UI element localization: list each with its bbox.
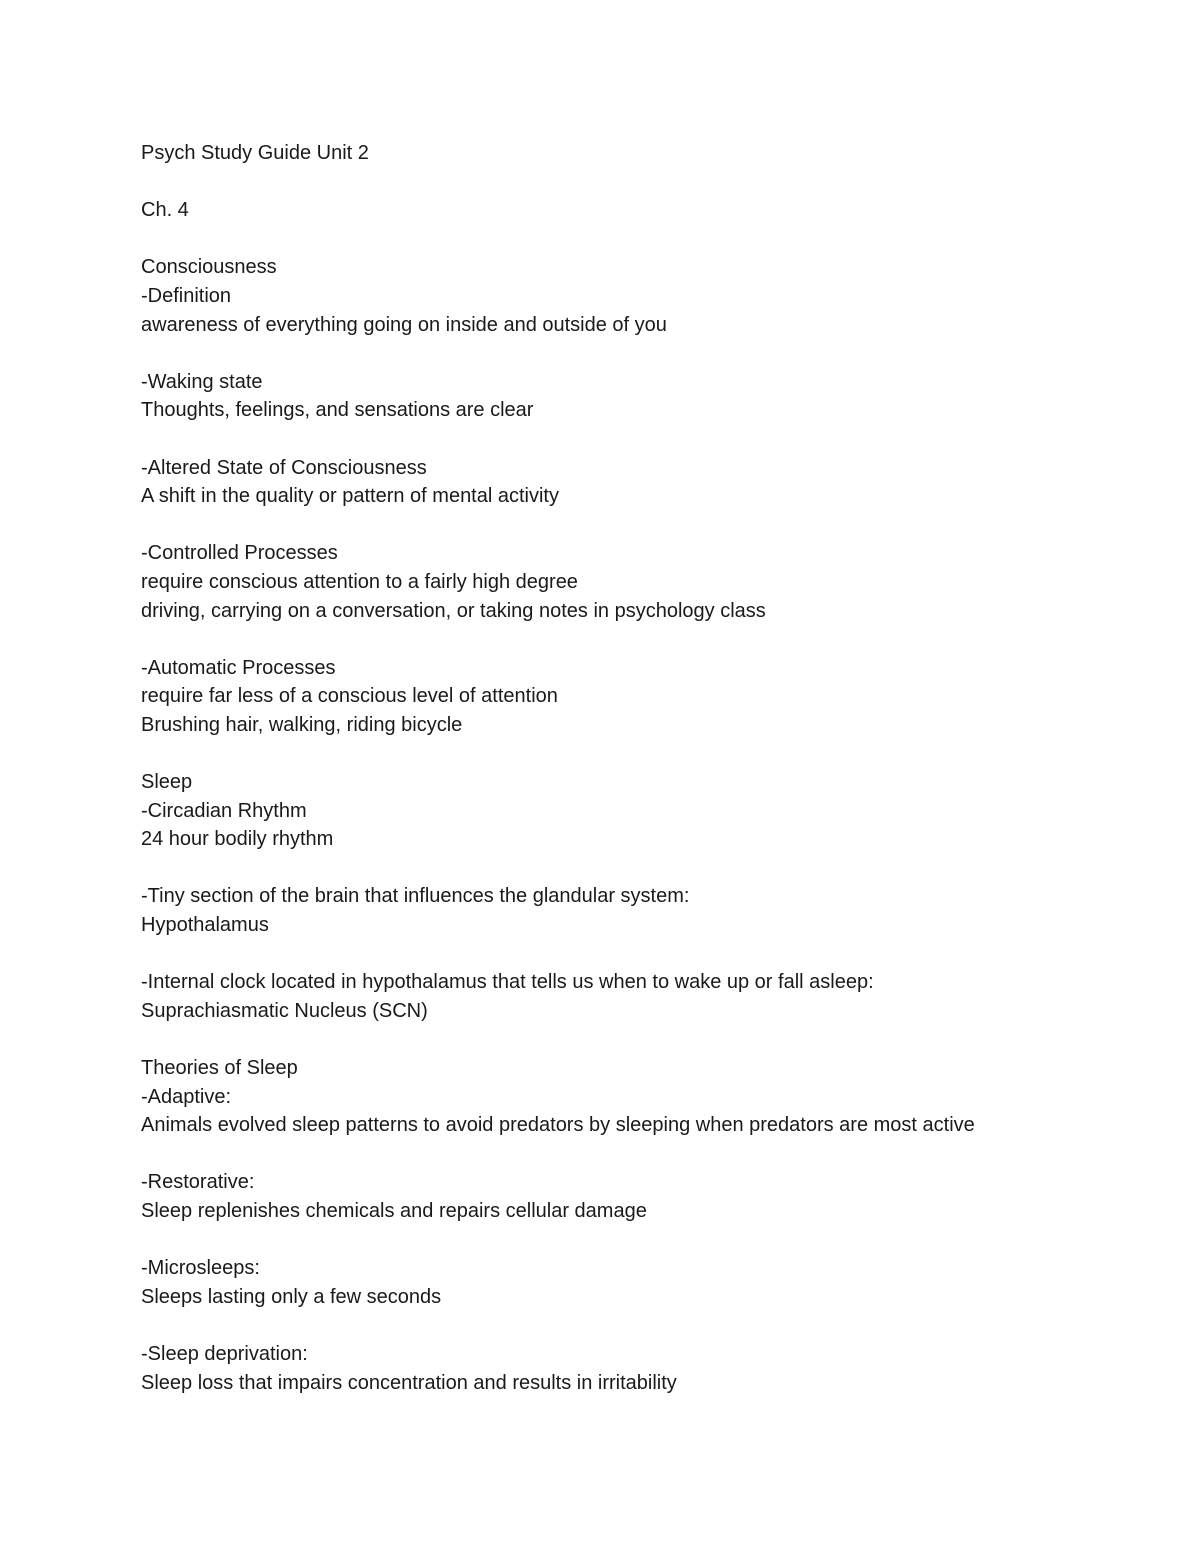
paragraph-gap <box>141 940 1151 969</box>
term-description: require far less of a conscious level of attention <box>141 685 558 708</box>
term-microsleeps: -Microsleeps: <box>141 1257 260 1280</box>
term-automatic-processes: -Automatic Processes <box>141 656 336 679</box>
term-description: require conscious attention to a fairly high degree <box>141 570 578 593</box>
paragraph-gap <box>141 225 1151 254</box>
term-adaptive: -Adaptive: <box>141 1085 232 1108</box>
term-restorative: -Restorative: <box>141 1171 255 1194</box>
section-heading-theories-of-sleep: Theories of Sleep <box>141 1057 298 1079</box>
term-answer: Hypothalamus <box>141 914 269 937</box>
term-description: Sleep loss that impairs concentration and results in irritability <box>141 1371 677 1394</box>
term-description: 24 hour bodily rhythm <box>141 828 334 851</box>
paragraph-gap <box>141 339 1151 368</box>
term-controlled-processes: -Controlled Processes <box>141 542 338 565</box>
paragraph-gap <box>141 168 1151 197</box>
chapter-heading: Ch. 4 <box>141 199 189 222</box>
paragraph-gap <box>141 1025 1151 1054</box>
paragraph-gap <box>141 425 1151 454</box>
paragraph-gap <box>141 1140 1151 1169</box>
term-circadian-rhythm: -Circadian Rhythm <box>141 799 307 822</box>
term-description: Sleep replenishes chemicals and repairs cellular damage <box>141 1199 647 1222</box>
paragraph-gap <box>141 1311 1151 1340</box>
paragraph-gap <box>141 625 1151 654</box>
term-description: Animals evolved sleep patterns to avoid predators by sleeping when predators are most active <box>141 1114 975 1137</box>
paragraph-gap <box>141 511 1151 540</box>
term-description: awareness of everything going on inside and outside of you <box>141 313 667 336</box>
section-heading-consciousness: Consciousness <box>141 256 277 279</box>
section-heading-sleep: Sleep <box>141 771 193 794</box>
term-description: Sleeps lasting only a few seconds <box>141 1285 442 1308</box>
term-definition: -Definition <box>141 284 232 307</box>
term-description: A shift in the quality or pattern of mental activity <box>141 485 559 508</box>
term-hypothalamus-question: -Tiny section of the brain that influences the glandular system: <box>141 885 690 908</box>
term-sleep-deprivation: -Sleep deprivation: <box>141 1342 308 1365</box>
term-waking-state: -Waking state <box>141 370 263 393</box>
term-description: Thoughts, feelings, and sensations are clear <box>141 399 534 422</box>
paragraph-gap <box>141 1226 1151 1255</box>
term-answer: Suprachiasmatic Nucleus (SCN) <box>141 999 428 1022</box>
term-example: Brushing hair, walking, riding bicycle <box>141 713 463 736</box>
term-altered-state: -Altered State of Consciousness <box>141 456 427 479</box>
paragraph-gap <box>141 854 1151 883</box>
term-scn-question: -Internal clock located in hypothalamus that tells us when to wake up or fall asleep: <box>141 971 874 994</box>
term-example: driving, carrying on a conversation, or taking notes in psychology class <box>141 599 766 622</box>
document-title: Psych Study Guide Unit 2 <box>141 142 369 164</box>
document-body <box>141 139 1151 1397</box>
paragraph-gap <box>141 739 1151 768</box>
